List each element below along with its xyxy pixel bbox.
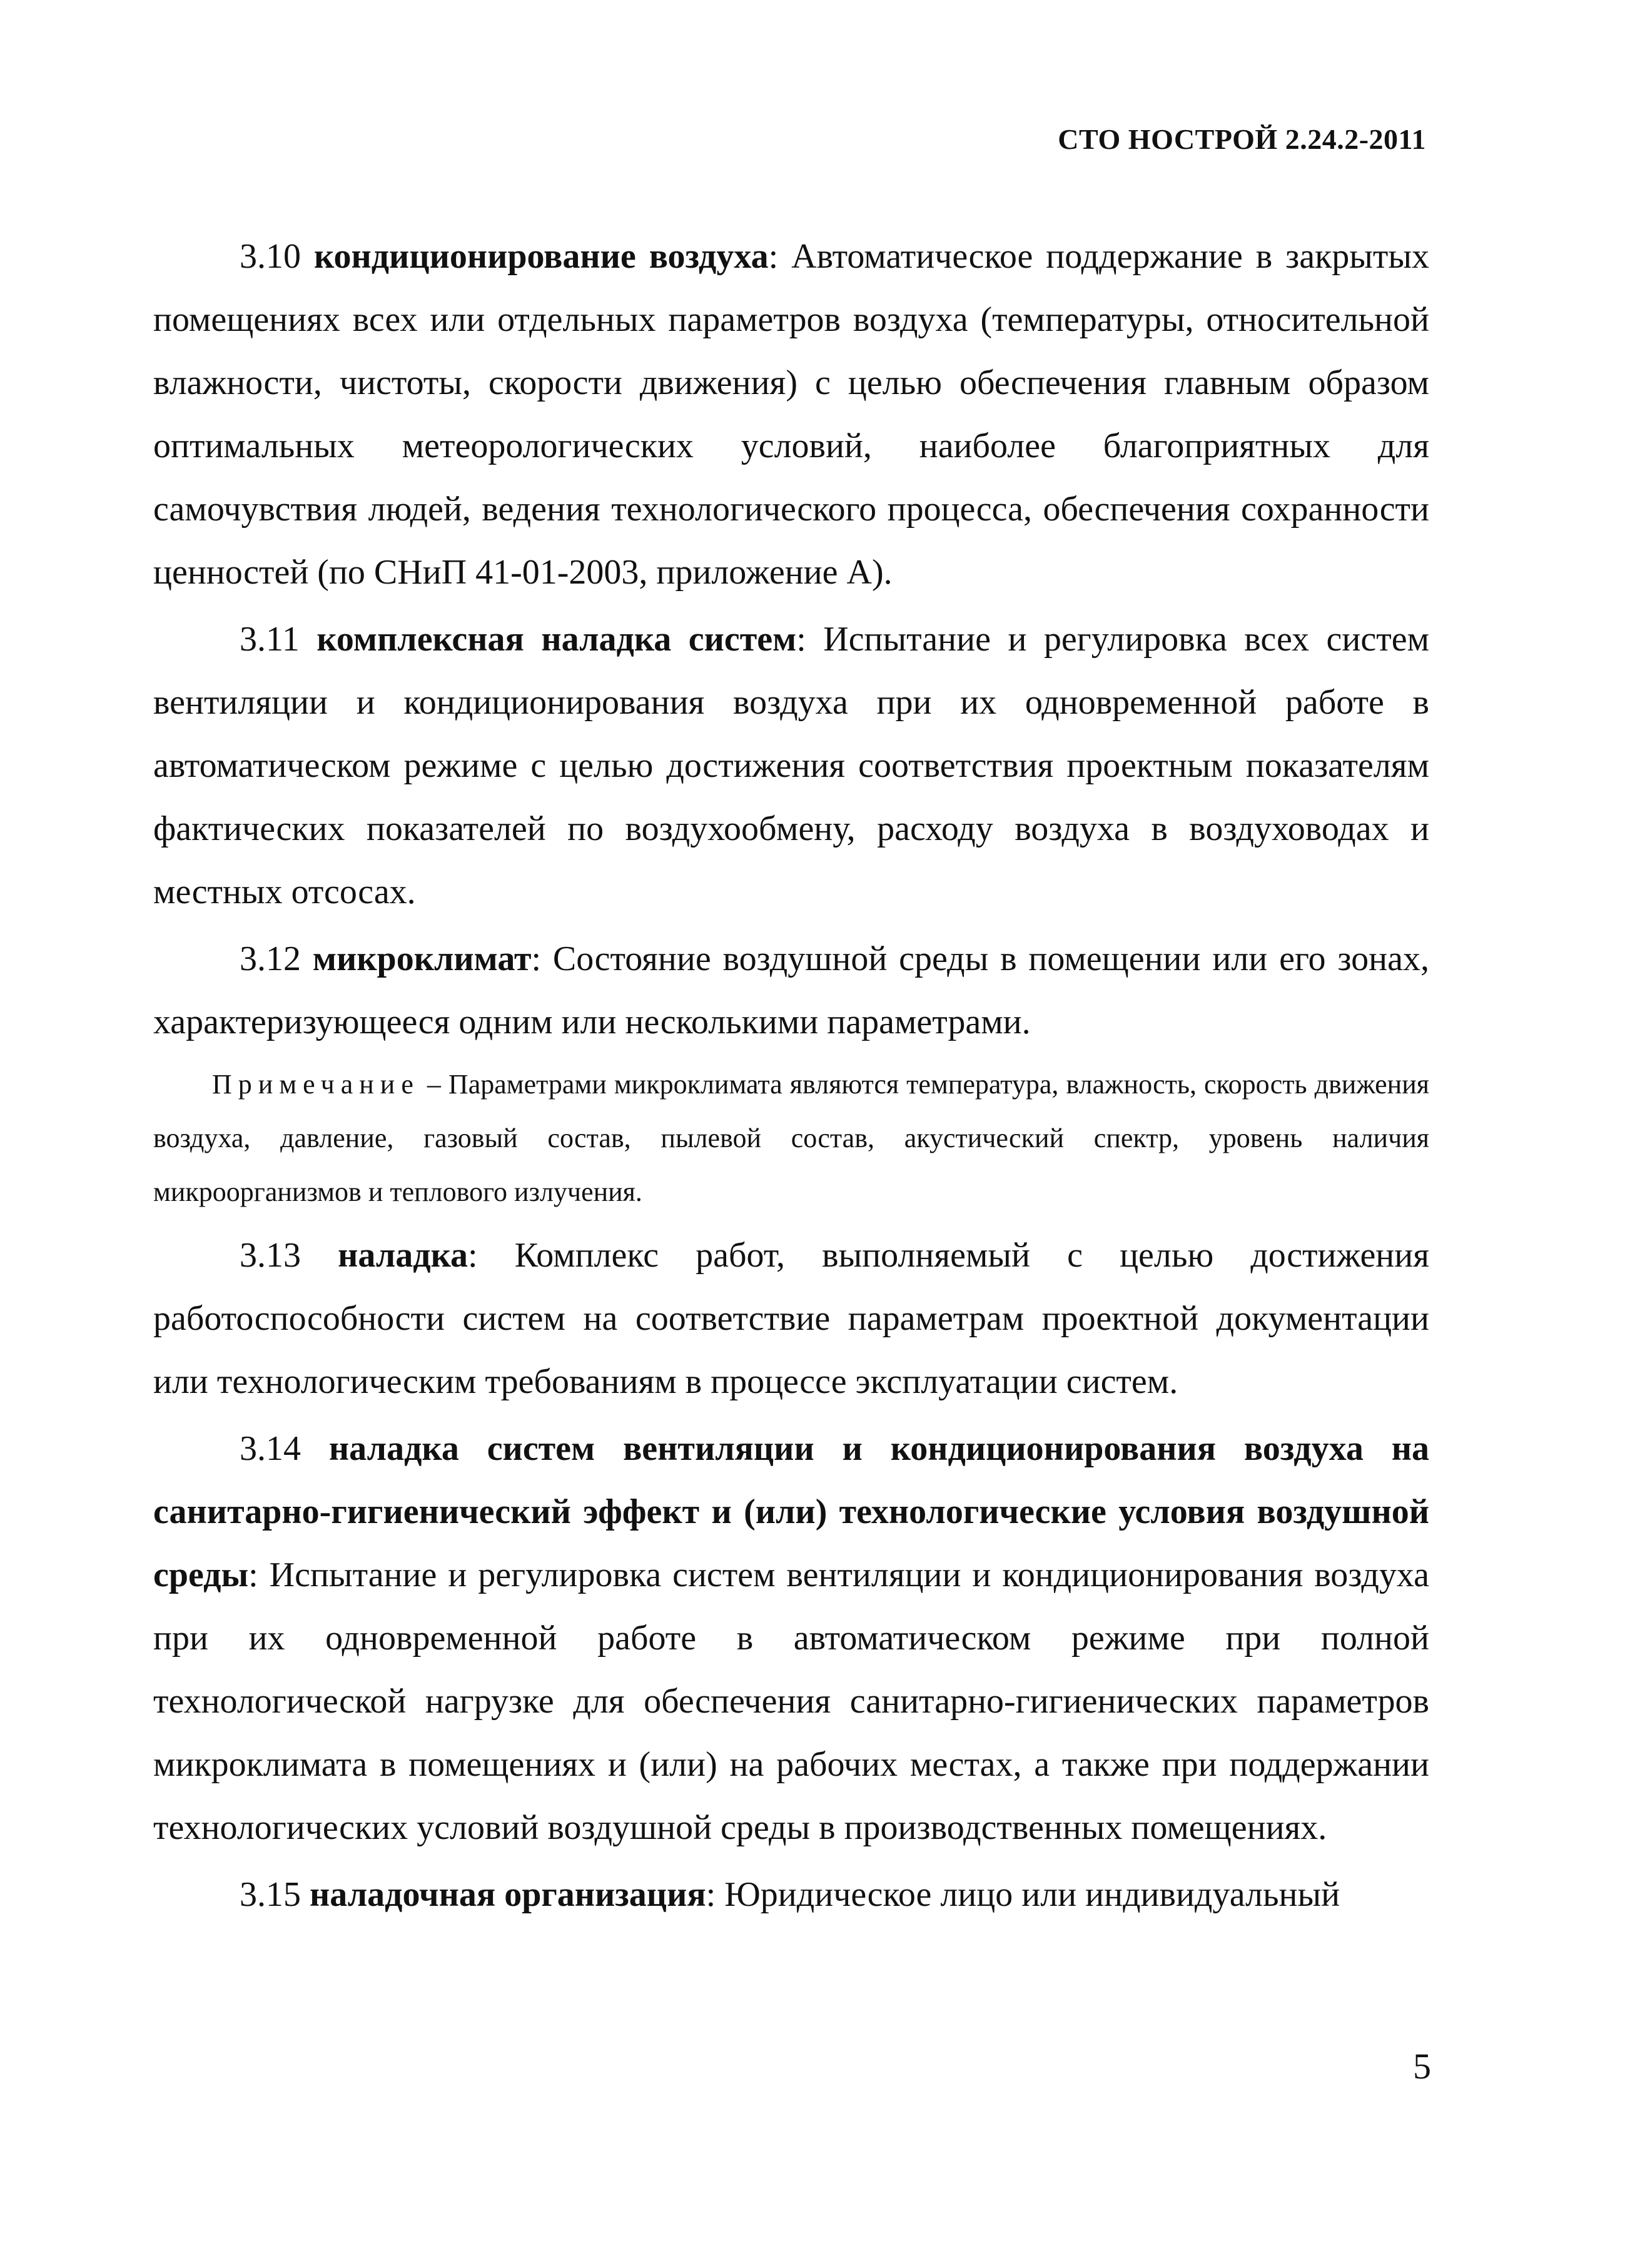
definition-3-12 (153, 928, 1429, 1054)
definition-term: наладочная организация (310, 1875, 706, 1914)
definition-text: : Комплекс работ, выполняемый с целью достижения работоспособности систем на соответствие параметрам проектной документации или технологическим требованиям в процессе эксплуатации систем. (153, 1236, 1430, 1401)
definition-text: : Автоматическое поддержание в закрытых помещениях всех или отдельных параметров воздуха (температуры, относительной влажности, чистоты, скорости движения) с целью обеспечения главным образом оптимальных метеорологических условий, наиболее благоприятных для самочувствия людей, ведения технологического процесса, обеспечения сохранности ценностей (по СНиП 41-01-2003, приложение А). (153, 237, 1430, 592)
definition-text: : Испытание и регулировка всех систем вентиляции и кондиционирования воздуха при их одновременной работе в автоматическом режиме с целью достижения соответствия проектным показателям фактических показателей по воздухообмену, расходу воздуха в воздуховодах и местных отсосах. (153, 620, 1430, 911)
definition-term: наладка систем вентиляции и кондиционирования воздуха на санитарно-гигиенический эффект и (или) технологические условия воздушной среды (153, 1429, 1430, 1594)
definition-number: 3.15 (240, 1875, 301, 1914)
definition-text: : Состояние воздушной среды в помещении или его зонах, характеризующееся одним или несколькими параметрами. (153, 939, 1430, 1041)
definition-number: 3.13 (240, 1236, 301, 1275)
definition-number: 3.14 (240, 1429, 301, 1468)
note-label: Примечание (212, 1069, 420, 1100)
note-3-12 (153, 1058, 1429, 1219)
definition-number: 3.12 (240, 939, 301, 978)
definition-3-11 (153, 608, 1429, 924)
definition-number: 3.11 (240, 620, 300, 659)
definition-term: кондиционирование воздуха (313, 237, 769, 276)
definition-term: наладка (338, 1236, 468, 1275)
definition-3-14 (153, 1417, 1429, 1860)
definition-3-13 (153, 1224, 1429, 1414)
definition-text: : Испытание и регулировка систем вентиляции и кондиционирования воздуха при их одновременной работе в автоматическом режиме при полной технологической нагрузке для обеспечения санитарно-гигиенических параметров микроклимата в помещениях и (или) на рабочих местах, а также при поддержании технологических условий воздушной среды в производственных помещениях. (153, 1556, 1429, 1847)
definition-term: комплексная наладка систем (316, 620, 797, 659)
note-text: – Параметрами микроклимата являются температура, влажность, скорость движения воздуха, давление, газовый состав, пылевой состав, акустический спектр, уровень наличия микроорганизмов и теплового излучения. (153, 1069, 1429, 1207)
document-code-header: СТО НОСТРОЙ 2.24.2-2011 (1058, 123, 1426, 155)
page-number: 5 (1413, 2046, 1431, 2087)
page-body (153, 225, 1429, 1930)
definition-3-10 (153, 225, 1429, 604)
definition-text: : Юридическое лицо или индивидуальный (706, 1875, 1340, 1914)
definition-term: микроклимат (312, 939, 532, 978)
definition-number: 3.10 (240, 237, 301, 276)
definition-3-15 (153, 1863, 1429, 1926)
